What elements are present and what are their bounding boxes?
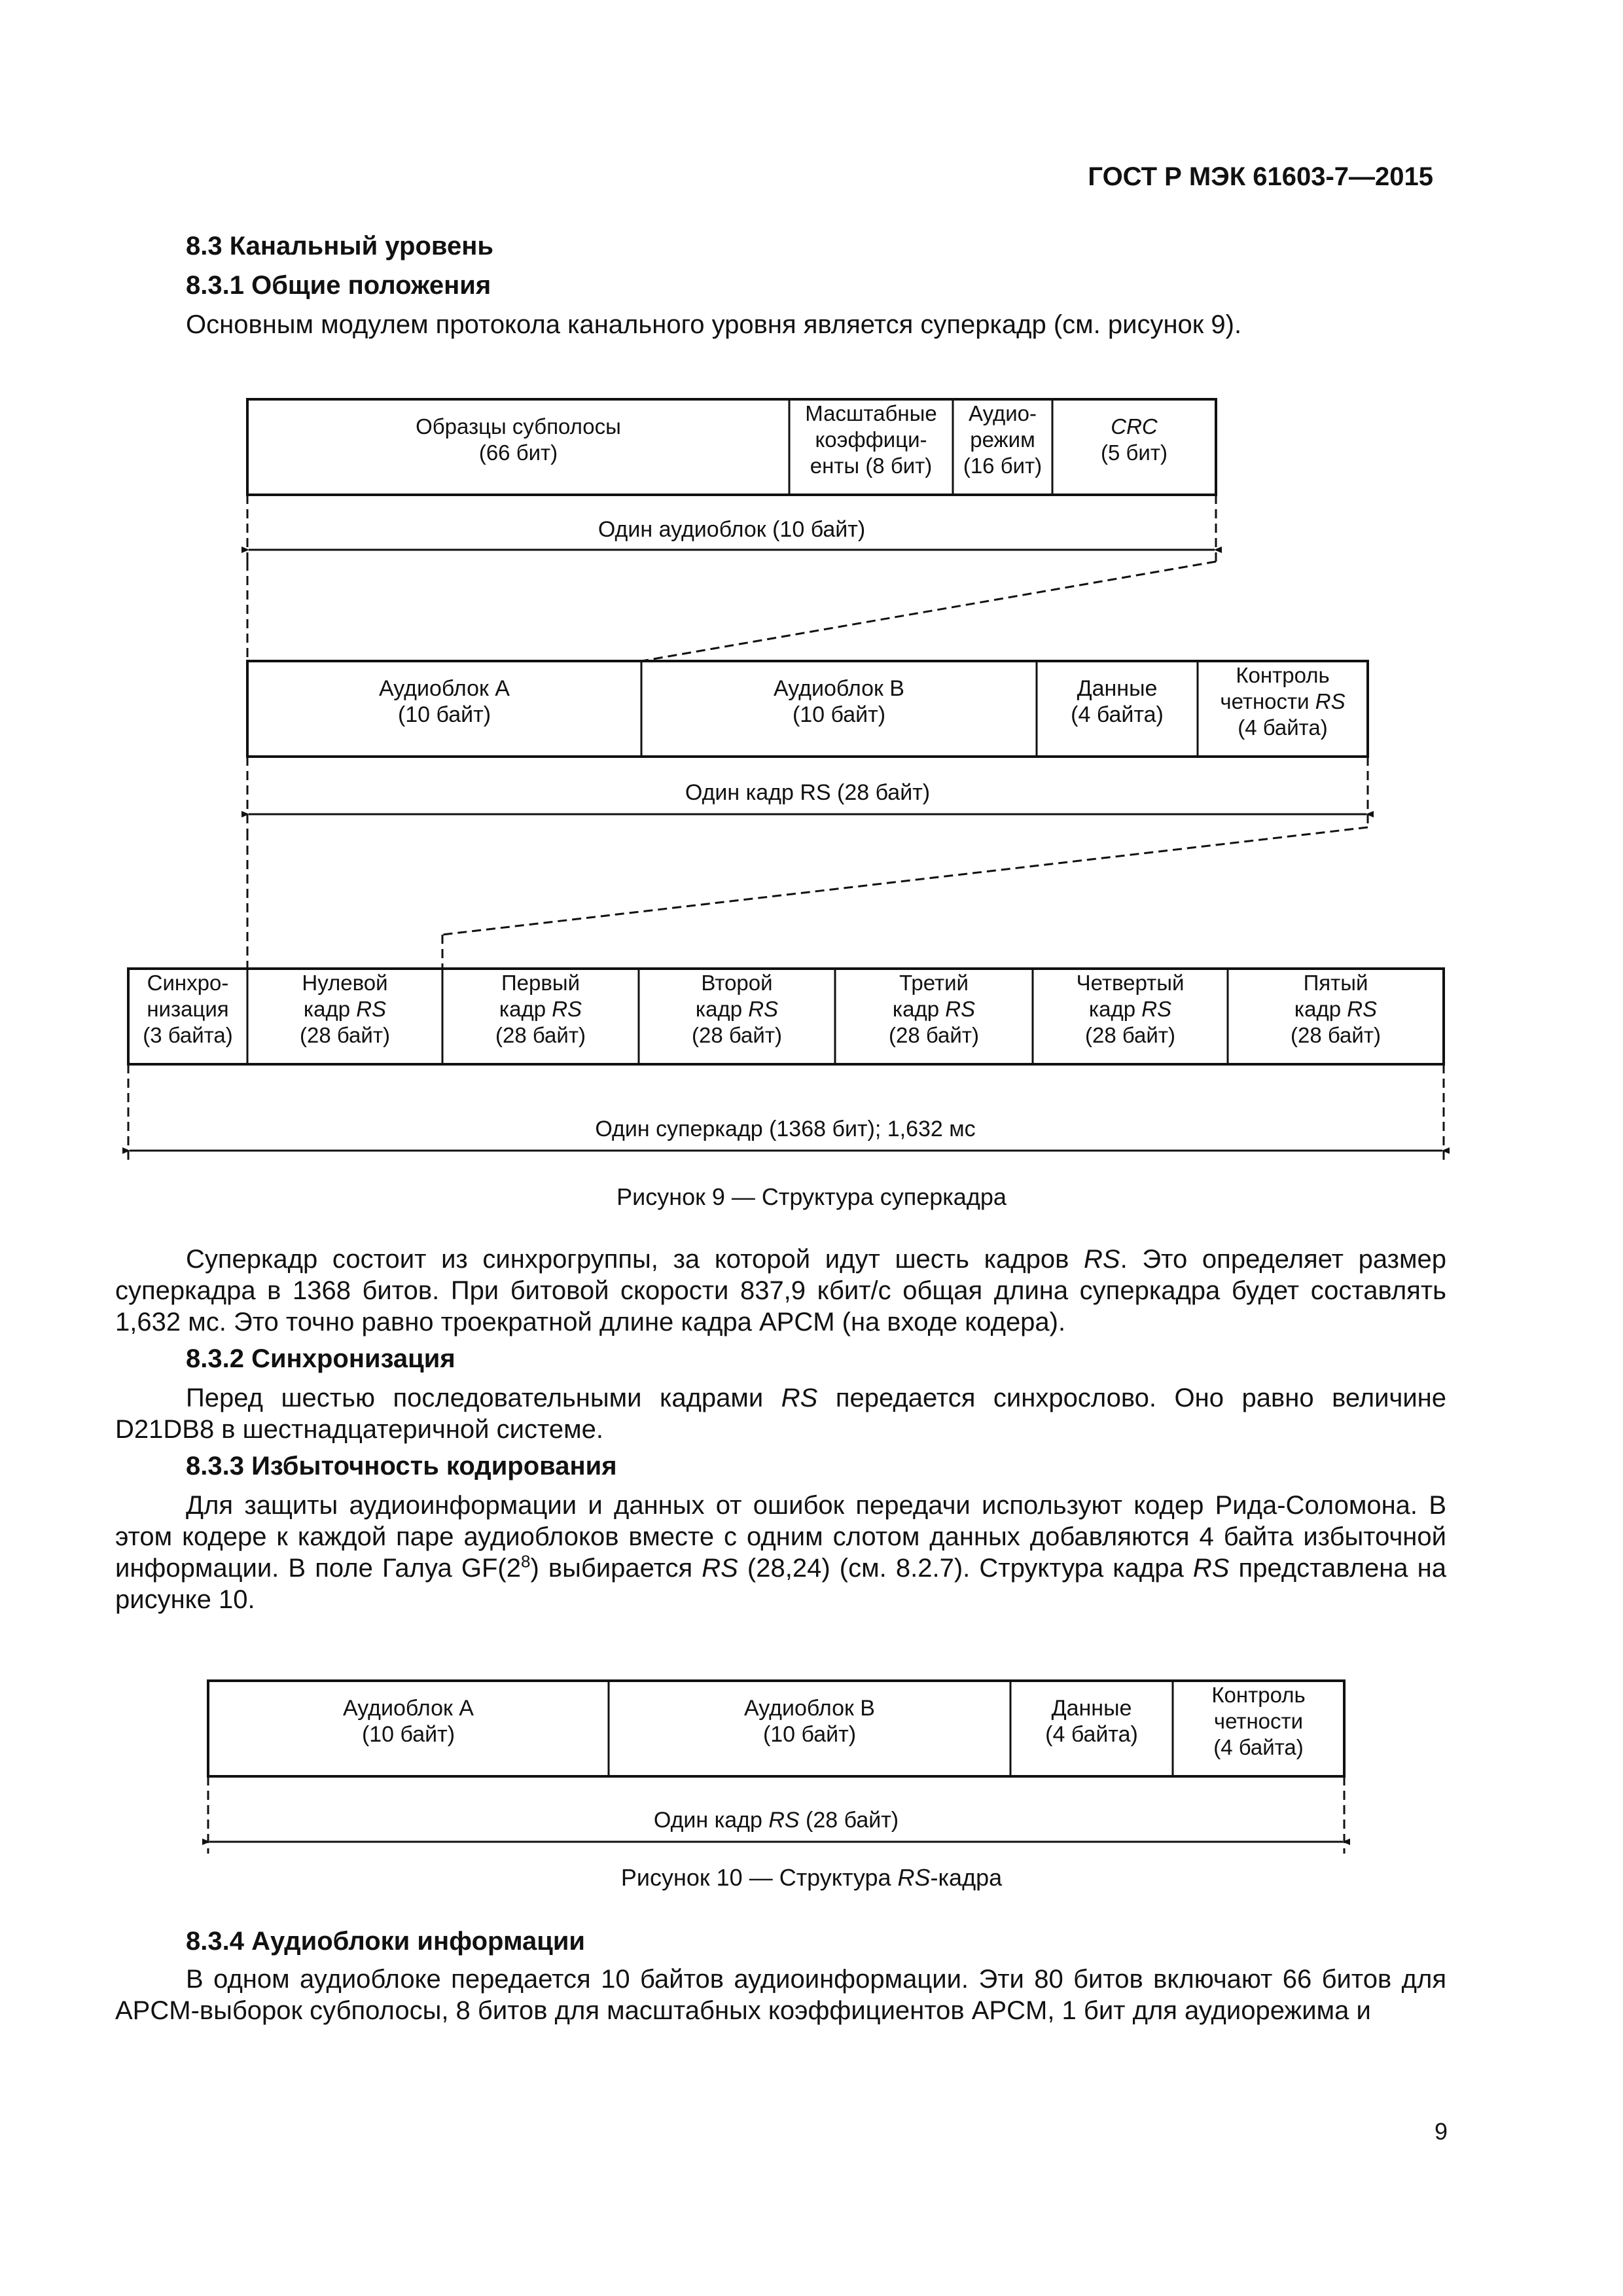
figure10-caption: Рисунок 10 — Структура RS-кадра xyxy=(620,1864,1003,1891)
field-scale-factors: Масштабные коэффици-енты (8 бит) xyxy=(805,401,937,478)
sf-field-rs2: Второй кадр RS (28 байт) xyxy=(692,971,782,1047)
paragraph-8-3-4: В одном аудиоблоке передается 10 байтов аудиоинформации. Эти 80 битов включают 66 битов для APCM-выборок субполосы, 8 битов для масштабных коэффициентов APCM, 1 бит для аудиорежима и xyxy=(115,1965,1446,2025)
sf-field-rs3: Третий кадр RS (28 байт) xyxy=(889,971,979,1047)
superframe-span-label: Один суперкадр (1368 бит); 1,632 мс xyxy=(595,1117,976,1141)
page-number: 9 xyxy=(1435,2118,1448,2145)
standard-code: ГОСТ Р МЭК 61603-7—2015 xyxy=(1088,162,1433,191)
sf-field-rs4: Четвертый кадр RS (28 байт) xyxy=(1076,971,1185,1047)
figure9-superframe xyxy=(128,969,1444,1160)
figure10-rs-frame xyxy=(208,1681,1344,1854)
section-heading-8-3: 8.3 Канальный уровень xyxy=(186,232,493,260)
rs-field-audio-a: Аудиоблок А (10 байт) xyxy=(379,676,510,727)
sf-field-rs0: Нулевой кадр RS (28 байт) xyxy=(300,971,390,1047)
connector-right xyxy=(641,562,1216,661)
sf-field-rs1: Первый кадр RS (28 байт) xyxy=(495,971,586,1047)
rs-field-parity: Контроль четности RS (4 байта) xyxy=(1220,663,1346,740)
paragraph-superframe: Суперкадр состоит из синхрогруппы, за которой идут шесть кадров RS. Это определяет размер суперкадра в 1368 битов. При битовой скорости 837,9 кбит/с общая длина суперкадра будет составлять 1,632 мс. Это точно равно троекратной длине кадра APCM (на входе кодера). xyxy=(115,1245,1446,1336)
section-heading-8-3-4: 8.3.4 Аудиоблоки информации xyxy=(186,1927,586,1956)
field-crc: CRC (5 бит) xyxy=(1101,414,1168,465)
connector-rs-right xyxy=(442,827,1368,935)
figure9-caption: Рисунок 9 — Структура суперкадра xyxy=(616,1183,1007,1210)
fig10-field-audio-a: Аудиоблок А (10 байт) xyxy=(343,1696,474,1747)
fig10-span-label: Один кадр RS (28 байт) xyxy=(653,1808,899,1833)
paragraph-8-3-2: Перед шестью последовательными кадрами RS передается синхрослово. Оно равно величине D21DB8 в шестнадцатеричной системе. xyxy=(115,1384,1446,1444)
paragraph-8-3-3: Для защиты аудиоинформации и данных от ошибок передачи используют кодер Рида-Соломона. В этом кодере к каждой паре аудиоблоков вместе с одним слотом данных добавляются 4 байта избыточной информации. В поле Галуа $GF(2^8)$ выбирается RS (28,24) (см. 8.2.7). Структура кадра RS представлена на рисунке 10. xyxy=(115,1491,1447,1614)
rs-frame-span-label: Один кадр RS (28 байт) xyxy=(685,780,931,805)
fig10-field-data: Данные (4 байта) xyxy=(1045,1696,1138,1747)
field-subband-samples: Образцы субполосы (66 бит) xyxy=(416,414,621,465)
sf-field-rs5: Пятый кадр RS (28 байт) xyxy=(1291,971,1381,1047)
sf-field-sync: Синхро-низация (3 байта) xyxy=(143,971,233,1047)
section-heading-8-3-1: 8.3.1 Общие положения xyxy=(186,271,491,300)
figure9-rs-frame xyxy=(247,661,1368,831)
paragraph-8-3-1: Основным модулем протокола канального уровня является суперкадр (см. рисунок 9). xyxy=(186,310,1242,339)
rs-field-data: Данные (4 байта) xyxy=(1071,676,1164,727)
figure9-audio-block xyxy=(247,399,1216,562)
audio-block-span-label: Один аудиоблок (10 байт) xyxy=(597,517,866,542)
fig10-field-parity: Контроль четности (4 байта) xyxy=(1211,1683,1306,1759)
fig10-field-audio-b: Аудиоблок В (10 байт) xyxy=(744,1696,875,1747)
section-heading-8-3-3: 8.3.3 Избыточность кодирования xyxy=(186,1452,617,1480)
field-audio-mode: Аудио-режим (16 бит) xyxy=(963,401,1043,478)
rs-field-audio-b: Аудиоблок В (10 байт) xyxy=(774,676,904,727)
section-heading-8-3-2: 8.3.2 Синхронизация xyxy=(186,1344,455,1373)
